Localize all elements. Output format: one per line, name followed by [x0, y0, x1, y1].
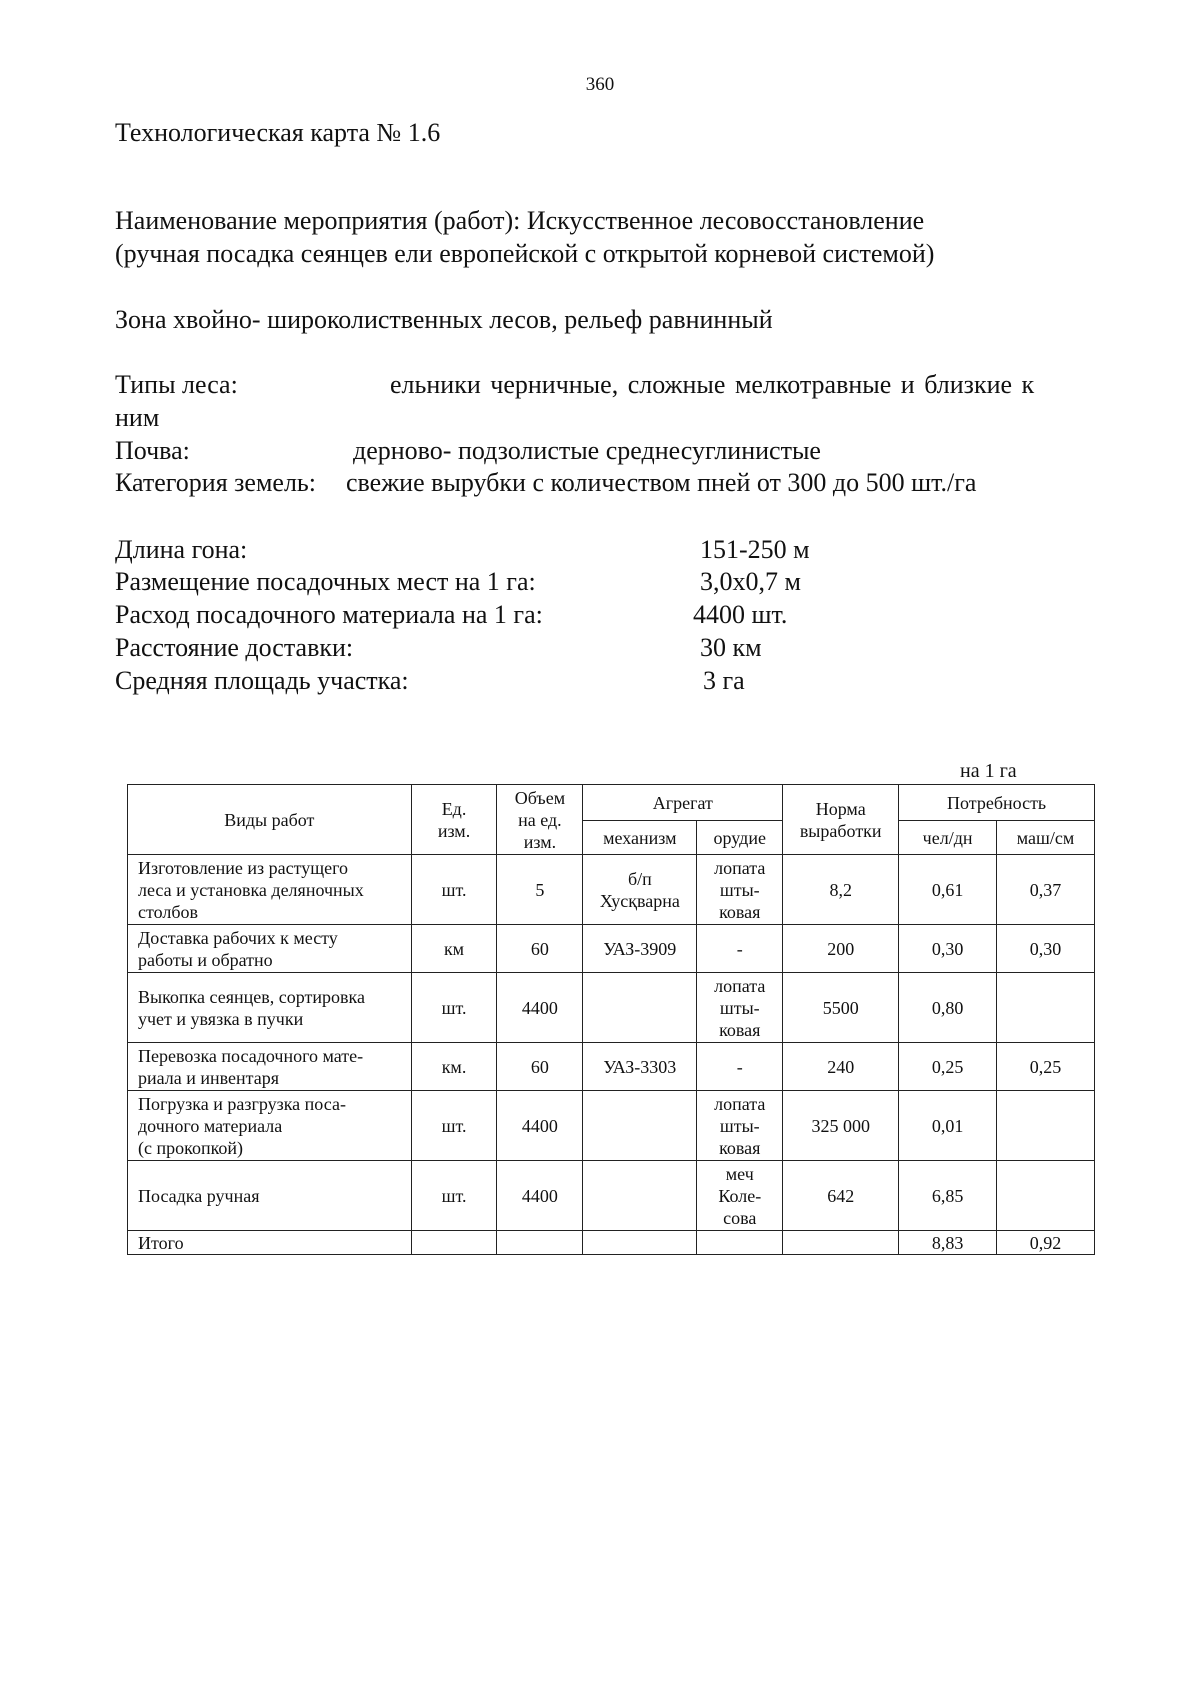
row-machine-shifts: 0,37 — [997, 855, 1095, 925]
forest-types-value: ельники черничные, сложные мелкотравные и близкие к — [390, 370, 1035, 399]
soil-value: дерново- подзолистые среднесуглинистые — [353, 436, 821, 465]
param-label: Средняя площадь участка: — [115, 666, 409, 695]
header-work-types: Виды работ — [128, 785, 412, 855]
row-volume: 60 — [497, 925, 583, 973]
row-unit: км — [411, 925, 497, 973]
table-row — [128, 1161, 1095, 1231]
row-mechanism — [583, 1091, 697, 1161]
card-title: Технологическая карта № 1.6 — [115, 118, 441, 147]
param-label: Расстояние доставки: — [115, 633, 354, 662]
row-tool: - — [697, 1043, 783, 1091]
row-mechanism: УАЗ-3909 — [583, 925, 697, 973]
row-unit: км. — [411, 1043, 497, 1091]
row-unit: шт. — [411, 1161, 497, 1231]
row-work-name: Доставка рабочих к месту работы и обратно — [128, 925, 412, 973]
total-man-days: 8,83 — [899, 1231, 997, 1255]
header-norm: Норма выработки — [783, 785, 899, 855]
soil-label: Почва: — [115, 436, 190, 465]
table-unit-note: на 1 га — [960, 760, 1017, 782]
row-man-days: 0,61 — [899, 855, 997, 925]
row-tool: лопата шты- ковая — [697, 1091, 783, 1161]
row-work-name: Посадка ручная — [128, 1161, 412, 1231]
header-unit: Ед. изм. — [411, 785, 497, 855]
forest-types-label: Типы леса: — [115, 370, 238, 399]
row-tool: - — [697, 925, 783, 973]
param-label: Расход посадочного материала на 1 га: — [115, 600, 543, 629]
param-label: Длина гона: — [115, 535, 248, 564]
row-mechanism — [583, 973, 697, 1043]
row-machine-shifts — [997, 1091, 1095, 1161]
table-row — [128, 1091, 1095, 1161]
param-value: 3,0х0,7 м — [700, 567, 801, 596]
header-need: Потребность — [899, 785, 1095, 821]
row-volume: 4400 — [497, 1161, 583, 1231]
table-row — [128, 1043, 1095, 1091]
row-unit: шт. — [411, 1091, 497, 1161]
header-mechanism: механизм — [583, 821, 697, 855]
header-machine-shifts: маш/см — [997, 821, 1095, 855]
row-norm: 8,2 — [783, 855, 899, 925]
header-tool: орудие — [697, 821, 783, 855]
table-row — [128, 925, 1095, 973]
header-aggregate: Агрегат — [583, 785, 783, 821]
row-tool: лопата шты- ковая — [697, 855, 783, 925]
row-machine-shifts: 0,30 — [997, 925, 1095, 973]
row-norm: 240 — [783, 1043, 899, 1091]
header-man-days: чел/дн — [899, 821, 997, 855]
row-work-name: Перевозка посадочного мате- риала и инвентаря — [128, 1043, 412, 1091]
row-tool: меч Коле- сова — [697, 1161, 783, 1231]
header-volume: Объем на ед. изм. — [497, 785, 583, 855]
row-work-name: Погрузка и разгрузка поса- дочного материала (с прокопкой) — [128, 1091, 412, 1161]
land-category-value: свежие вырубки с количеством пней от 300 до 500 шт./га — [346, 468, 977, 497]
row-norm: 200 — [783, 925, 899, 973]
row-work-name: Изготовление из растущего леса и установка деляночных столбов — [128, 855, 412, 925]
row-volume: 4400 — [497, 973, 583, 1043]
measure-line-1: Наименование мероприятия (работ): Искусственное лесовосстановление — [115, 206, 925, 235]
row-man-days: 0,25 — [899, 1043, 997, 1091]
measure-line-2: (ручная посадка сеянцев ели европейской с открытой корневой системой) — [115, 239, 935, 268]
row-volume: 60 — [497, 1043, 583, 1091]
row-man-days: 0,30 — [899, 925, 997, 973]
row-machine-shifts — [997, 1161, 1095, 1231]
table-row — [128, 855, 1095, 925]
works-table — [127, 784, 1095, 1255]
zone-line: Зона хвойно- широколиственных лесов, рельеф равнинный — [115, 305, 773, 334]
total-row — [128, 1231, 1095, 1255]
row-man-days: 0,01 — [899, 1091, 997, 1161]
row-machine-shifts: 0,25 — [997, 1043, 1095, 1091]
table-row — [128, 973, 1095, 1043]
row-man-days: 6,85 — [899, 1161, 997, 1231]
row-volume: 5 — [497, 855, 583, 925]
total-label: Итого — [128, 1231, 412, 1255]
row-unit: шт. — [411, 855, 497, 925]
row-norm: 642 — [783, 1161, 899, 1231]
row-mechanism: УАЗ-3303 — [583, 1043, 697, 1091]
param-value: 30 км — [700, 633, 762, 662]
row-work-name: Выкопка сеянцев, сортировка учет и увязка в пучки — [128, 973, 412, 1043]
row-tool: лопата шты- ковая — [697, 973, 783, 1043]
param-value: 151-250 м — [700, 535, 810, 564]
page-number: 360 — [585, 74, 615, 95]
row-volume: 4400 — [497, 1091, 583, 1161]
total-machine-shifts: 0,92 — [997, 1231, 1095, 1255]
param-value: 3 га — [703, 666, 745, 695]
land-category-label: Категория земель: — [115, 468, 317, 497]
row-norm: 5500 — [783, 973, 899, 1043]
row-man-days: 0,80 — [899, 973, 997, 1043]
row-machine-shifts — [997, 973, 1095, 1043]
row-mechanism: б/п Хусқварна — [583, 855, 697, 925]
param-label: Размещение посадочных мест на 1 га: — [115, 567, 536, 596]
param-value: 4400 шт. — [693, 600, 788, 629]
row-mechanism — [583, 1161, 697, 1231]
row-norm: 325 000 — [783, 1091, 899, 1161]
forest-types-continuation: ним — [115, 403, 160, 432]
row-unit: шт. — [411, 973, 497, 1043]
